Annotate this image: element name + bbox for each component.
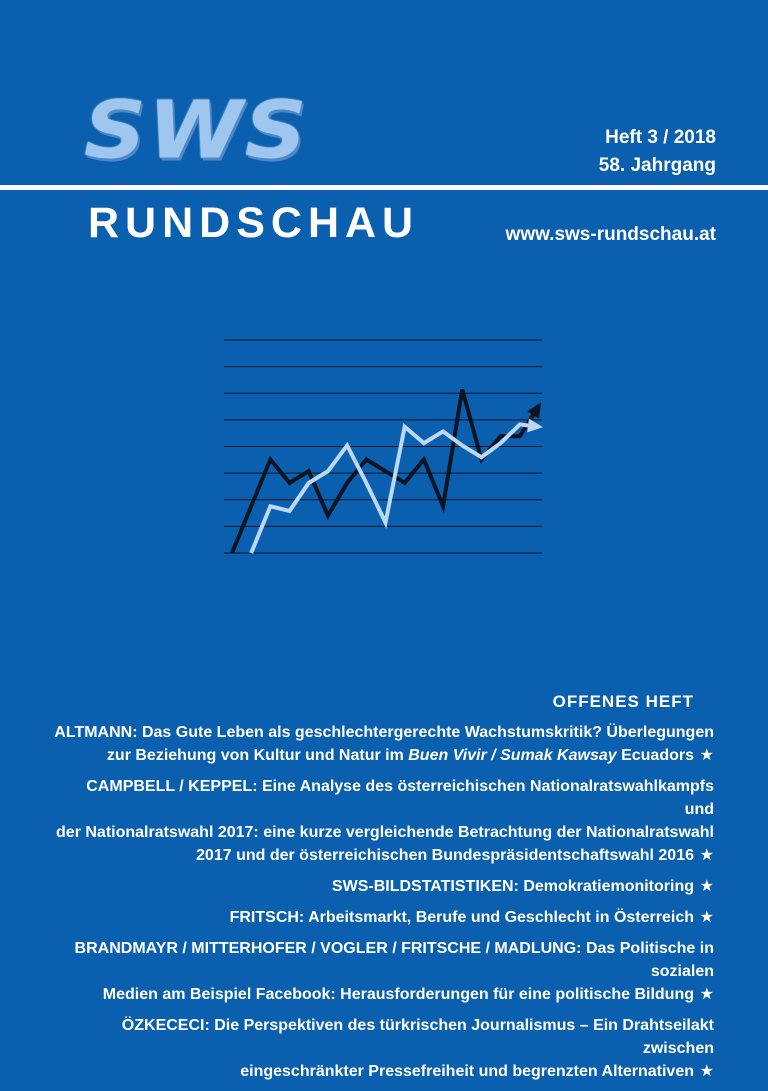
toc-text: Medien am Beispiel Facebook: Herausforderungen für eine politische Bildung: [102, 986, 694, 1003]
toc-line: CAMPBELL / KEPPEL: Eine Analyse des österreichischen Nationalratswahlkampfs und: [86, 778, 714, 818]
toc-line: [54, 983, 714, 1006]
toc-entry-oezkececi[interactable]: [54, 1014, 714, 1083]
toc-line: [54, 1060, 714, 1083]
toc-entry-altmann[interactable]: [54, 721, 714, 767]
journal-logo: SWS: [84, 85, 309, 177]
star-icon: ★: [699, 986, 714, 1003]
toc-italic-text: Buen Vivir / Sumak Kawsay: [408, 747, 617, 764]
toc-line: ÖZKECECI: Die Perspektiven des türkrischen Journalismus – Ein Drahtseilakt zwischen: [121, 1017, 714, 1057]
toc-entry-bildstatistiken[interactable]: [54, 875, 714, 898]
issue-number: Heft 3 / 2018: [605, 127, 716, 148]
star-icon: ★: [699, 1063, 714, 1080]
toc-entry-campbell-keppel[interactable]: [54, 775, 714, 867]
toc-line: [54, 906, 714, 929]
chart-series-dark-line: [232, 389, 539, 553]
toc-heading: OFFENES HEFT: [552, 692, 694, 711]
chart-arrowhead: [527, 418, 543, 432]
toc-entry-brandmayr[interactable]: [54, 937, 714, 1006]
journal-title: RUNDSCHAU: [88, 199, 420, 247]
toc-text: Ecuadors: [616, 747, 694, 764]
toc-line: [54, 744, 714, 767]
star-icon: ★: [699, 909, 714, 926]
toc-text: 2017 und der österreichischen Bundespräsidentschaftswahl 2016: [196, 847, 694, 864]
star-icon: ★: [699, 847, 714, 864]
toc-line: [54, 844, 714, 867]
toc-line: der Nationalratswahl 2017: eine kurze vergleichende Betrachtung der Nationalratswahl: [56, 824, 714, 841]
website-link[interactable]: www.sws-rundschau.at: [505, 224, 716, 245]
toc-text: zur Beziehung von Kultur und Natur im: [106, 747, 409, 764]
toc-entry-fritsch[interactable]: [54, 906, 714, 929]
table-of-contents: [54, 690, 714, 1091]
toc-line: ALTMANN: Das Gute Leben als geschlechtergerechte Wachstumskritik? Überlegungen: [54, 724, 714, 741]
toc-line: [54, 875, 714, 898]
volume-number: 58. Jahrgang: [598, 155, 716, 176]
star-icon: ★: [699, 747, 714, 764]
toc-text: SWS-BILDSTATISTIKEN: Demokratiemonitoring: [331, 878, 694, 895]
toc-text: FRITSCH: Arbeitsmarkt, Berufe und Geschlecht in Österreich: [229, 909, 694, 926]
toc-line: BRANDMAYR / MITTERHOFER / VOGLER / FRITSCHE / MADLUNG: Das Politische in sozialen: [74, 940, 714, 980]
star-icon: ★: [699, 878, 714, 895]
toc-text: eingeschränkter Pressefreiheit und begrenzten Alternativen: [240, 1063, 694, 1080]
